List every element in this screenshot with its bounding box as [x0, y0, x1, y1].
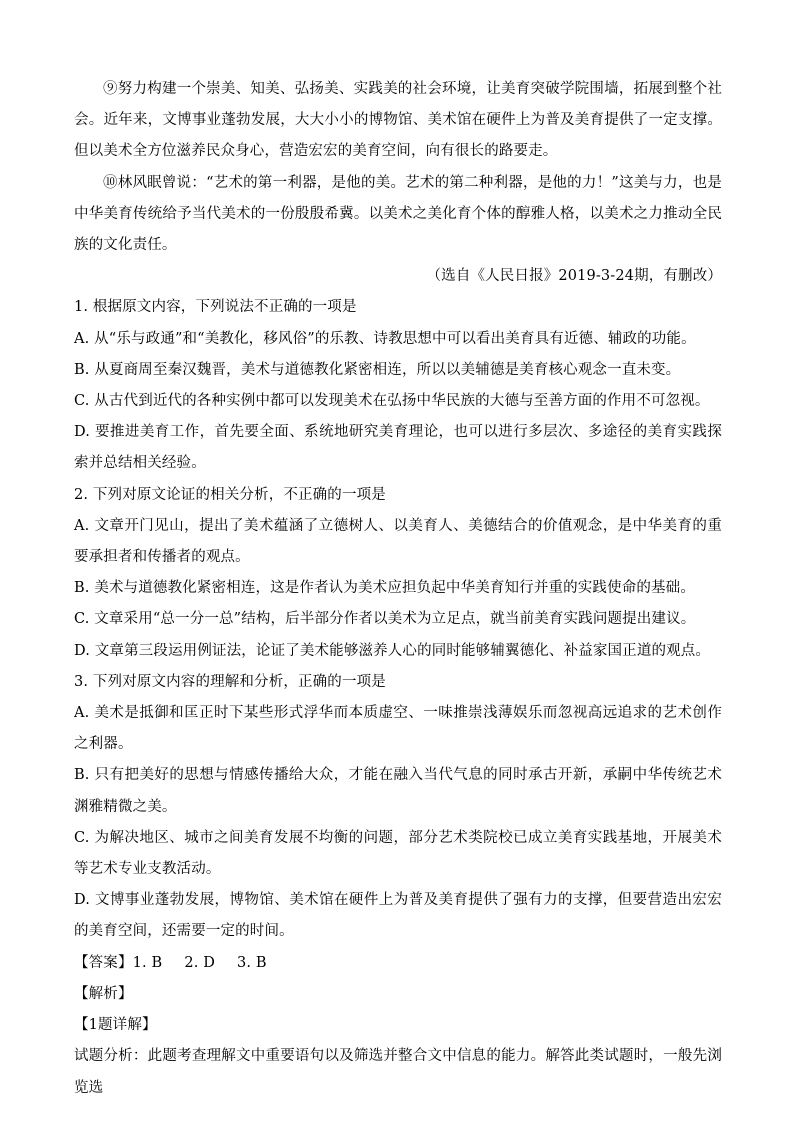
question-stem: 3. 下列对原文内容的理解和分析，正确的一项是 [74, 673, 386, 690]
option-a: A. 从“乐与政通”和“美教化，移风俗”的乐教、诗教思想中可以看出美育具有近德、辅政的功能。 [74, 330, 696, 347]
passage-paragraph-9: ⑨努力构建一个崇美、知美、弘扬美、实践美的社会环境，让美育突破学院围墙，拓展到整个社会。近年来，文博事业蓬勃发展，大大小小的博物馆、美术馆在硬件上为普及美育提供了一定支撑。但以美术全方位滋养民众身心，营造宏宏的美育空间，向有很长的路要走。 [74, 81, 722, 160]
answer-label: 【答案】 [74, 954, 133, 971]
passage-source: （选自《人民日报》2019-3-24期，有删改） [426, 268, 722, 285]
answer-item: 1. B [132, 954, 163, 971]
option-a: A. 文章开门见山，提出了美术蕴涵了立德树人、以美育人、美德结合的价值观念，是中华美育的重要承担者和传播者的观点。 [74, 517, 722, 566]
answer-line [74, 948, 722, 979]
passage-paragraph-10: ⑩林风眠曾说：“艺术的第一利器，是他的美。艺术的第二种利器，是他的力！”这美与力，也是中华美育传统给予当代美术的一份殷殷希冀。以美术之美化育个体的醇雅人格，以美术之力推动全民族的文化责任。 [74, 174, 722, 254]
option-b: B. 美术与道德教化紧密相连，这是作者认为美术应担负起中华美育知行并重的实践使命的基础。 [74, 580, 695, 597]
option-b: B. 从夏商周至秦汉魏晋，美术与道德教化紧密相连，所以以美辅德是美育核心观念一直未变。 [74, 361, 681, 378]
question-3 [74, 667, 722, 948]
question-1 [74, 292, 722, 479]
option-c: C. 文章采用“总一分一总”结构，后半部分作者以美术为立足点，就当前美育实践问题提出建议。 [74, 611, 696, 628]
document-page [74, 74, 722, 1104]
option-d: D. 文博事业蓬勃发展，博物馆、美术馆在硬件上为普及美育提供了强有力的支撑，但要营造出宏宏的美育空间，还需要一定的时间。 [74, 892, 722, 940]
option-a: A. 美术是抵御和匡正时下某些形式浮华而本质虚空、一味推崇浅薄娱乐而忽视高远追求的艺术创作之利器。 [74, 705, 722, 753]
option-c: C. 为解决地区、城市之间美育发展不均衡的问题，部分艺术类院校已成立美育实践基地，开展美术等艺术专业支教活动。 [74, 829, 722, 878]
question-stem: 2. 下列对原文论证的相关分析，不正确的一项是 [74, 486, 386, 503]
option-d: D. 要推进美育工作，首先要全面、系统地研究美育理论，也可以进行多层次、多途径的美育实践探索并总结相关经验。 [74, 424, 722, 472]
answer-item: 3. B [236, 954, 267, 971]
analysis-heading: 【解析】 [74, 985, 133, 1002]
option-b: B. 只有把美好的思想与情感传播给大众，才能在融入当代气息的同时承古开新，承嗣中华传统艺术渊雅精微之美。 [74, 767, 722, 815]
question-2 [74, 480, 722, 667]
option-d: D. 文章第三段运用例证法，论证了美术能够滋养人心的同时能够辅翼德化、补益家国正道的观点。 [74, 642, 711, 659]
analysis-text: 试题分析：此题考查理解文中重要语句以及筛选并整合文中信息的能力。解答此类试题时，一般先浏览选 [74, 1048, 722, 1096]
option-c: C. 从古代到近代的各种实例中都可以发现美术在弘扬中华民族的大德与至善方面的作用不可忽视。 [74, 393, 710, 410]
question-stem: 1. 根据原文内容，下列说法不正确的一项是 [74, 299, 357, 316]
analysis-sub-heading: 【1题详解】 [74, 1017, 157, 1034]
answer-item: 2. D [184, 954, 215, 971]
